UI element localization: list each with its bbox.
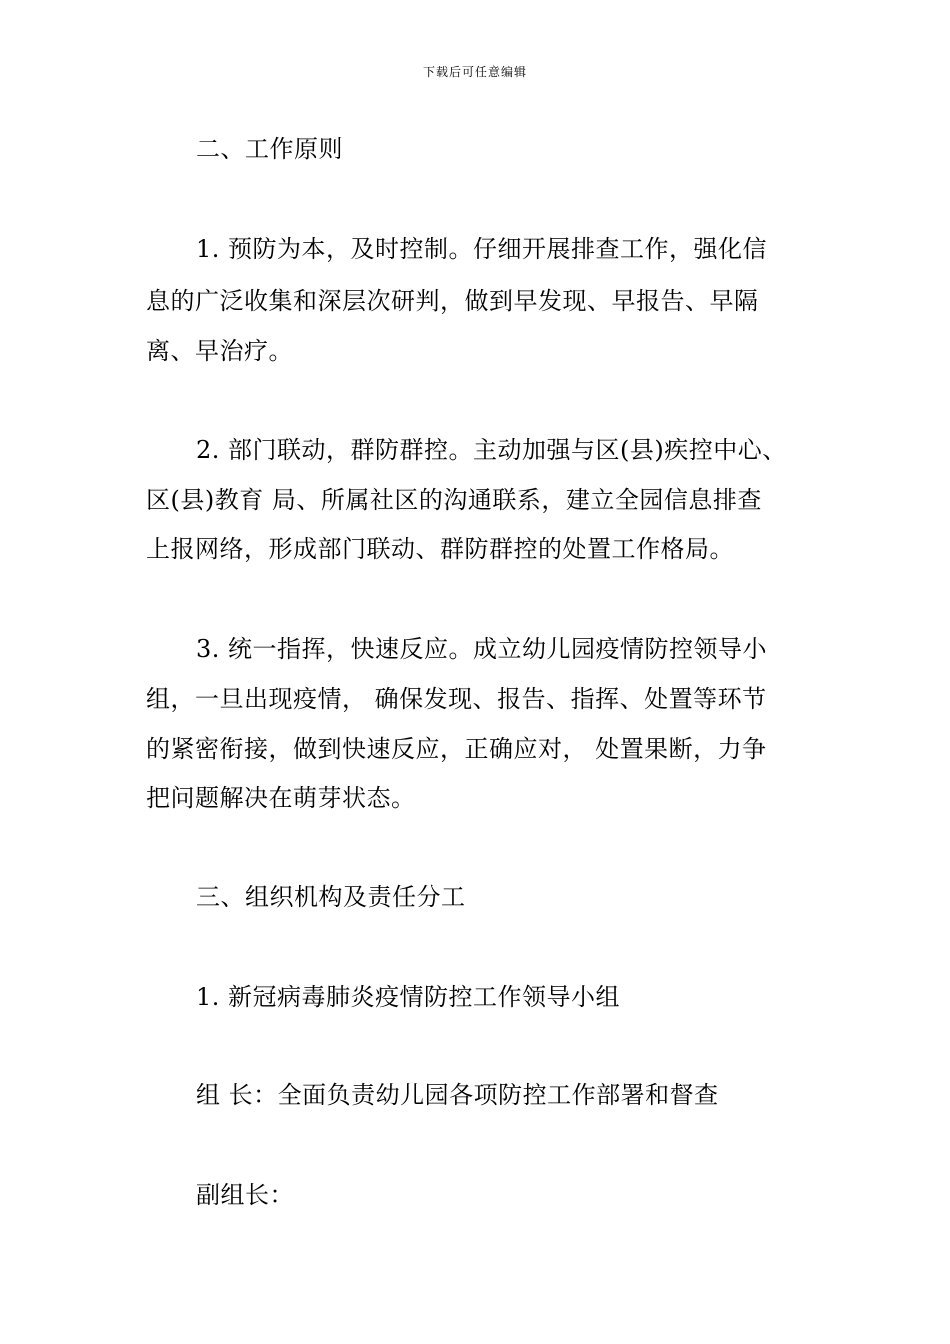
page-header-note: 下载后可任意编辑 <box>422 65 527 79</box>
deputy-leader-line: 副组长： <box>196 1181 294 1209</box>
paragraph-line: 上报网络，形成部门联动、群防群控的处置工作格局。 <box>146 535 734 563</box>
paragraph-line: 1. 预防为本，及时控制。仔细开展排查工作，强化信 <box>196 235 768 263</box>
list-item-leadership-group: 1. 新冠病毒肺炎疫情防控工作领导小组 <box>196 983 621 1011</box>
paragraph-line: 2. 部门联动，群防群控。主动加强与区(县)疾控中心、 <box>196 436 787 464</box>
group-leader-line: 组 长：全面负责幼儿园各项防控工作部署和督查 <box>196 1081 719 1109</box>
paragraph-line: 离、早治疗。 <box>146 337 293 365</box>
paragraph-line: 的紧密衔接，做到快速反应，正确应对， 处置果断，力争 <box>146 735 767 763</box>
paragraph-line: 息的广泛收集和深层次研判，做到早发现、早报告、早隔 <box>146 287 759 315</box>
paragraph-line: 组，一旦出现疫情， 确保发现、报告、指挥、处置等环节 <box>146 685 767 713</box>
paragraph-line: 把问题解决在萌芽状态。 <box>146 784 416 812</box>
paragraph-line: 区(县)教育 局、所属社区的沟通联系，建立全园信息排查 <box>146 486 762 514</box>
section-heading-principles: 二、工作原则 <box>196 135 343 163</box>
paragraph-line: 3. 统一指挥，快速反应。成立幼儿园疫情防控领导小 <box>196 635 768 663</box>
section-heading-organization: 三、组织机构及责任分工 <box>196 883 466 911</box>
